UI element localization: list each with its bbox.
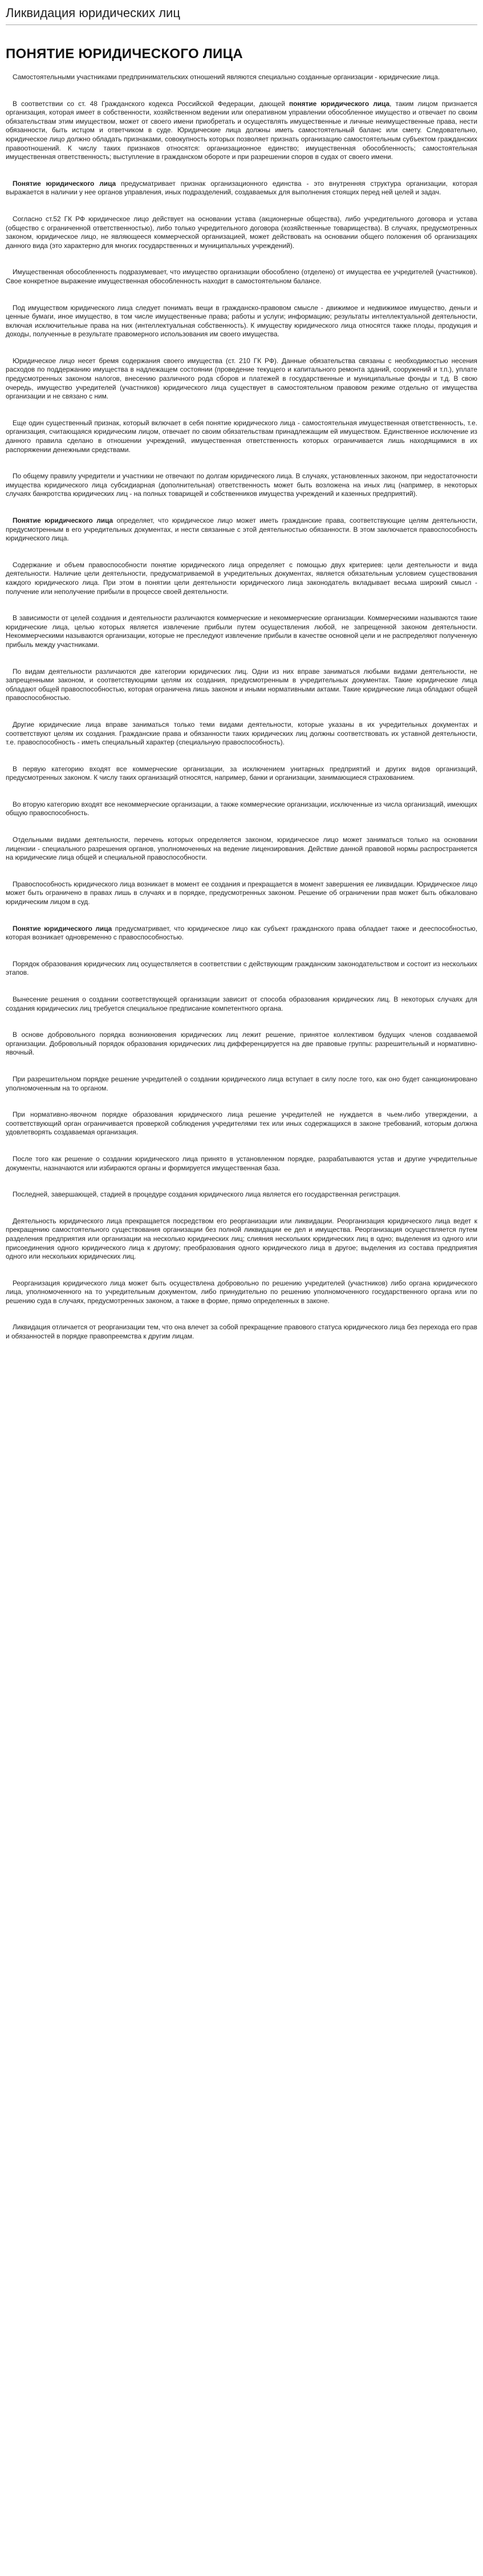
text-run: В основе добровольного порядка возникновения юридических лиц лежит решение, принятое коллективом будущих членов создаваемой организации. Добровольный порядок образования юридических лиц дифференцируется на две правовые группы: разрешительный и нормативно-явочный. [6,1031,477,1057]
paragraph [6,561,477,596]
paragraph [6,1110,477,1137]
paragraph [6,721,477,747]
section-heading: ПОНЯТИЕ ЮРИДИЧЕСКОГО ЛИЦА [6,46,243,62]
text-run: После того как решение о создании юридического лица принято в установленном порядке, разрабатываются устав и другие учредительные документы, назначаются или избираются органы и формируется имущественная база. [6,1154,477,1172]
paragraph [6,765,477,783]
text-run: Вынесение решения о создании соответствующей организации зависит от способа образования юридических лиц. В некоторых случаях для создания юридических лиц требуется специальное предписание компетентного органа. [6,995,477,1012]
text-run: Под имуществом юридического лица следует понимать вещи в гражданско-правовом смысле - движимое и недвижимое имущество, деньги и ценные бумаги, иное имущество, в том числе имущественные права; работы и услуги; информацию; результаты интеллектуальной деятельности, включая исключительные права на них (интеллектуальная собственность). К имуществу юридического лица относятся также плоды, продукция и доходы, полученные в результате правомерного использования им своего имущества. [6,303,477,339]
document-title: Ликвидация юридических лиц [6,5,477,25]
text-run: Деятельность юридического лица прекращается посредством его реорганизации или ликвидации. Реорганизация юридического лица ведет к прекращению самостоятельного существования организации без полной ликвидации ее дел и имущества. Реорганизация осуществляется путем разделения предприятия или организации на несколько юридических лиц; слияния нескольких юридических лиц в одно; выделения из одного или присоединения одного юридического лица к другому; преобразования одного юридического лица в другое; выделения из состава предприятия одного или нескольких юридических лиц. [6,1216,477,1261]
paragraph [6,100,477,162]
text-run: Содержание и объем правоспособности понятие юридического лица определяет с помощью двух критериев: цели деятельности и вида деятельности. Наличие цели деятельности, предусматриваемой в учредительных документах, является обязательным условием существования каждого юридического лица. При этом в понятии цели деятельности юридического лица законодатель вкладывает весьма широкий смысл - получение или неполучение прибыли в процессе своей деятельности. [6,560,477,596]
text-run: Имущественная обособленность подразумевает, что имущество организации обособлено (отделено) от имущества ее учредителей (участников). Свое конкретное выражение имущественная обособленность находит в самостоятельном балансе. [6,268,477,285]
text-run: В зависимости от целей создания и деятельности различаются коммерческие и некоммерческие организации. Коммерческими называются такие юридические лица, целью которых является извлечение прибыли путем осуществления любой, не запрещенной законом деятельности. Некоммерческими называются организации, которые не преследуют извлечение прибыли в качестве основной цели и не распределяют полученную прибыль между участниками. [6,614,477,649]
text-run: предусматривает признак организационного единства - это внутренняя структура организации, которая выражается в наличии у нее органов управления, иных подразделений, создаваемых для выполнения стоящих перед ней целей и задач. [6,179,478,197]
paragraph [6,995,477,1013]
paragraph [6,800,477,818]
text-run: Реорганизация юридического лица может быть осуществлена добровольно по решению учредителей (участников) либо органа юридического лица, уполномоченного на то учредительным документом, либо принудительно по решению уполномоченного государственного органа или по решению суда в случаях, предусмотренных законом, а также в форме, прямо определенных в законе. [6,1279,477,1305]
text-run: При разрешительном порядке решение учредителей о создании юридического лица вступает в силу после того, как оно будет санкционировано уполномоченным на то органом. [6,1075,477,1092]
paragraph [6,180,477,197]
paragraph [6,1155,477,1173]
paragraph [6,1279,477,1306]
term-highlight: Понятие юридического лица [13,924,112,933]
paragraph [6,1217,477,1261]
article-body [6,73,477,1341]
text-run: Последней, завершающей, стадией в процедуре создания юридического лица является его государственная регистрация. [13,1190,401,1199]
text-run: Порядок образования юридических лиц осуществляется в соответствии с действующим гражданским законодательством и состоит из нескольких этапов. [6,959,477,977]
text-run: Отдельными видами деятельности, перечень которых определяется законом, юридическое лицо может заниматься только на основании лицензии - специального разрешения органов, уполномоченных на ведение лицензирования. Действие данной правовой нормы распространяется на юридические лица общей и специальной правоспособности. [6,836,477,862]
term-highlight: Понятие юридического лица [13,179,116,188]
text-run: Во вторую категорию входят все некоммерческие организации, а также коммерческие организации, исключенные из числа организаций, имеющих общую правоспособность. [6,800,477,817]
paragraph [6,215,477,250]
paragraph [6,925,477,942]
paragraph [6,268,477,286]
text-run: Ликвидация отличается от реорганизации тем, что она влечет за собой прекращение правового статуса юридического лица без перехода его прав и обязанностей в порядке правопреемства к другим лицам. [6,1323,477,1341]
paragraph [6,668,477,703]
text-run: При нормативно-явочном порядке образования юридического лица решение учредителей не нуждается в чьем-либо утверждении, а соответствующий орган ограничивается проверкой соблюдения учредителями тех или иных содержащихся в законе требований, которым должна удовлетворять создаваемая организация. [6,1110,477,1137]
text-run: Согласно ст.52 ГК РФ юридическое лицо действует на основании устава (акционерные общества), либо учредительного договора и устава (общество с ограниченной ответственностью), либо только учредительного договора (хозяйственные товарищества). В случаях, предусмотренных законом, юридическое лицо, не являющееся коммерческой организацией, может действовать на основании общего положения об организациях данного вида (это характерно для многих государственных и муниципальных учреждений). [6,214,477,250]
text-run: По видам деятельности различаются две категории юридических лиц. Одни из них вправе заниматься любыми видами деятельности, не запрещенными законом, и соответствующими целям их создания, предусмотренным в учредительных документах. Такие юридические лица обладают общей правоспособностью, которая ограничена лишь законом и иными нормативными актами. Такие юридические лица обладают общей правоспособностью. [6,667,477,702]
text-run: Юридическое лицо несет бремя содержания своего имущества (ст. 210 ГК РФ). Данные обязательства связаны с необходимостью несения расходов по поддержанию имущества в надлежащем состоянии (проведение текущего и капитального ремонта зданий, сооружений и т.п.), уплате предусмотренных законом налогов, внесению различного рода сборов и платежей в государственные и муниципальные фонды и т.д. В свою очередь, имущество учредителей (участников) юридического лица существует в самостоятельном правовом режиме отдельно от имущества организации и не связано с ним. [6,356,477,401]
paragraph [6,880,477,907]
text-run: Еще один существенный признак, который включает в себя понятие юридического лица - самостоятельная имущественная ответственность, т.е. организация, считающаяся юридическим лицом, отвечает по своим обязательствам принадлежащим ей имуществом. Единственное исключение из данного правила сделано в отношении учреждений, имущественная ответственность которых ограничивается лишь находящимися в их распоряжении денежными средствами. [6,418,477,454]
text-run: Самостоятельными участниками предпринимательских отношений являются специально созданные организации - юридические лица. [13,73,440,81]
text-run: определяет, что юридическое лицо может иметь гражданские права, соответствующие целям деятельности, предусмотренным в его учредительных документах, и нести связанные с этой деятельностью обязанности. В этом заключается правоспособность юридического лица. [6,516,478,543]
text-run: Другие юридические лица вправе заниматься только теми видами деятельности, которые указаны в их учредительных документах и соответствуют целям их создания. Гражданские права и обязанности таких юридических лиц должны соответствовать их уставной деятельности, т.е. правоспособность - иметь специальный характер (специальную правоспособность). [6,720,477,747]
paragraph [6,516,477,543]
paragraph [6,836,477,862]
paragraph [6,1323,477,1341]
paragraph [6,472,477,499]
term-highlight: понятие юридического лица [289,99,390,108]
paragraph [6,419,477,454]
text-run: , таким лицом признается организация, которая имеет в собственности, хозяйственном ведении или оперативном управлении обособленное имущество и отвечает по своим обязательствам этим имуществом, может от своего имени приобретать и осуществлять имущественные и личные неимущественные права, нести обязанности, быть истцом и ответчиком в суде. Юридические лица должны иметь самостоятельный баланс или смету. Следовательно, юридическое лицо должно обладать признаками, совокупность которых позволяет признать организацию самостоятельным субъектом гражданских правоотношений. К числу таких признаков относятся: организационное единство; имущественная обособленность; самостоятельная имущественная ответственность; выступление в гражданском обороте и при разрешении споров в судах от своего имени. [6,99,477,161]
paragraph [6,1075,477,1093]
paragraph [6,960,477,978]
term-highlight: Понятие юридического лица [13,516,113,524]
text-run: Правоспособность юридического лица возникает в момент ее создания и прекращается в момент завершения ее ликвидации. Юридическое лицо может быть ограничено в правах лишь в случаях и в порядке, предусмотренных законом. Решение об ограничении прав может быть обжаловано юридическим лицом в суд. [6,880,477,906]
paragraph [6,1190,477,1199]
text-run: В соответствии со ст. 48 Гражданского кодекса Российской Федерации, дающей [13,99,289,108]
text-run: По общему правилу учредители и участники не отвечают по долгам юридического лица. В случаях, установленных законом, при недостаточности имущества юридического лица субсидиарная (дополнительная) ответственность может быть возложена на иных лиц (например, в некоторых случаях банкротства юридических лиц - на полных товарищей и собственников имущества учреждений и казенных предприятий). [6,472,477,498]
paragraph [6,73,477,82]
text-run: В первую категорию входят все коммерческие организации, за исключением унитарных предприятий и других видов организаций, предусмотренных законом. К числу таких организаций относятся, например, банки и организации, занимающиеся страхованием. [6,764,477,782]
text-run: предусматривает, что юридическое лицо как субъект гражданского права обладает также и дееспособностью, которая возникает одновременно с правоспособностью. [6,924,478,942]
paragraph [6,614,477,649]
paragraph [6,304,477,339]
paragraph [6,1031,477,1057]
paragraph [6,357,477,401]
